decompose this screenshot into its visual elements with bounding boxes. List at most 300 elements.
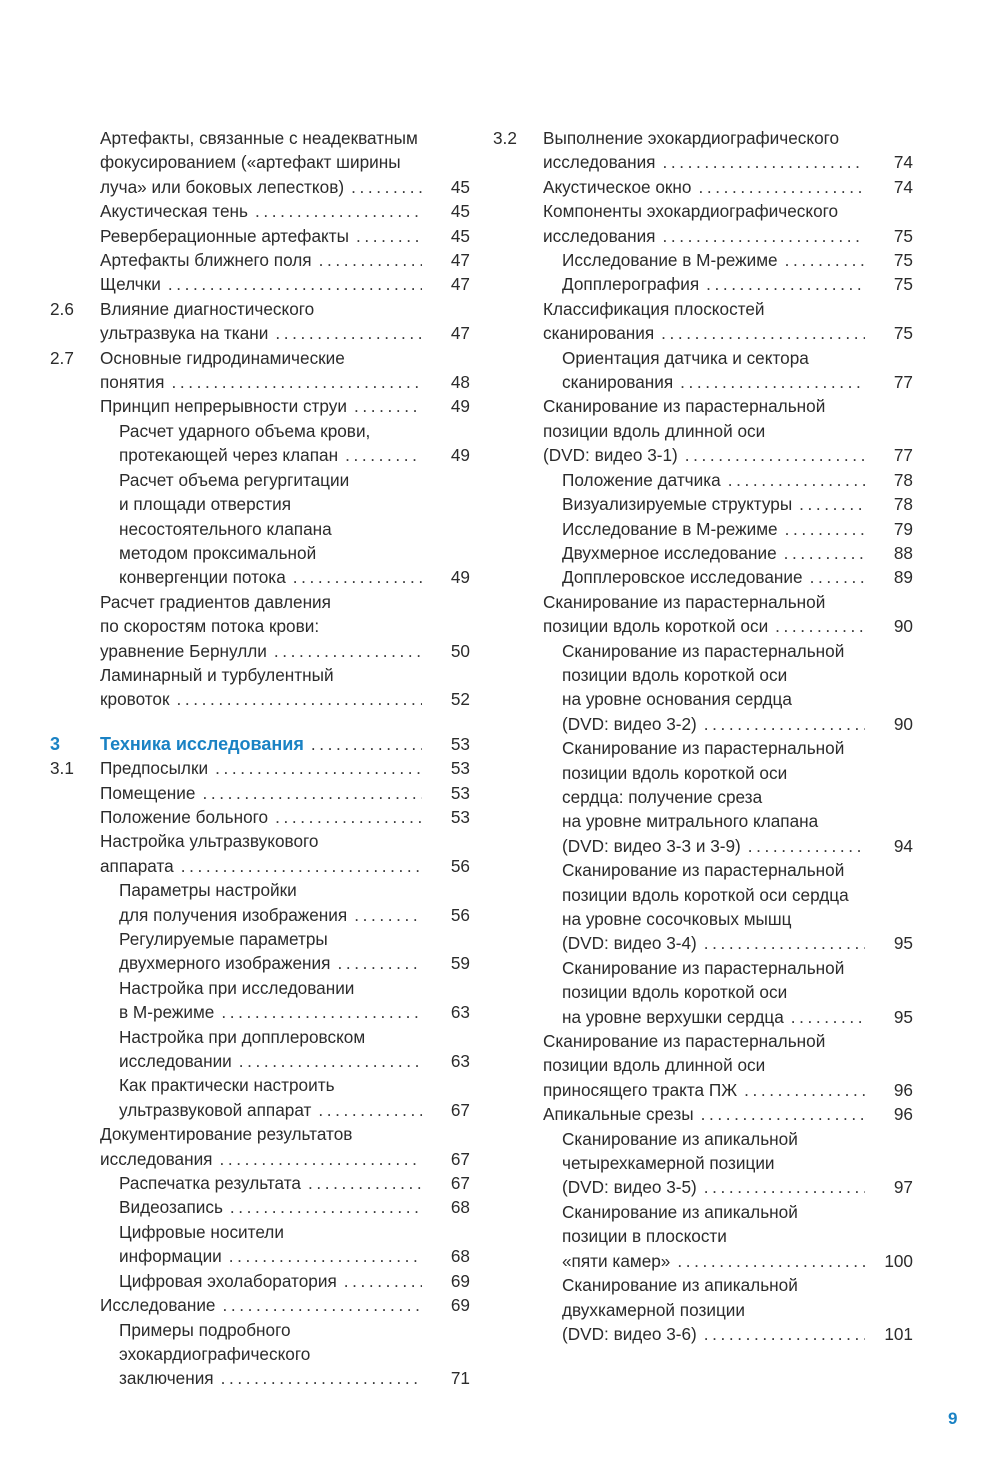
dot-leader (784, 541, 865, 565)
toc-page-number: 45 (450, 225, 470, 246)
toc-entry-line: Видеозапись (119, 1197, 223, 1218)
toc-entry[interactable] (493, 297, 913, 346)
toc-entry-line: ультразвука на ткани (100, 323, 269, 344)
toc-page-number: 59 (450, 953, 470, 974)
toc-entry-line: Сканирование из апикальной (562, 1128, 798, 1149)
toc-entry-line: Сканирование из апикальной (562, 1275, 798, 1296)
toc-entry-lastline (100, 394, 470, 418)
section-gap (50, 712, 470, 732)
toc-entry[interactable] (50, 1293, 470, 1317)
toc-entry-lastline (100, 248, 470, 272)
toc-entry[interactable] (493, 639, 913, 737)
toc-entry[interactable] (50, 272, 470, 296)
dot-leader (662, 150, 865, 174)
toc-entry[interactable] (493, 1127, 913, 1200)
toc-entry-line: Положение больного (100, 806, 269, 827)
toc-entry-line: Акустическая тень (100, 201, 248, 222)
toc-entry-lastline (543, 614, 913, 638)
toc-entry-line: (DVD: видео 3-5) (562, 1177, 697, 1198)
toc-entry-lastline (119, 1244, 470, 1268)
toc-page-number: 75 (893, 250, 913, 271)
dot-leader (354, 903, 422, 927)
toc-page-number: 47 (450, 250, 470, 271)
dot-leader (680, 370, 865, 394)
toc-entry-line: в М-режиме (119, 1002, 215, 1023)
toc-entry-line: Основные гидродинамические (100, 347, 345, 368)
toc-entry-line: (DVD: видео 3-2) (562, 713, 697, 734)
chapter-title: Техника исследования (100, 733, 304, 754)
toc-entry-lastline (119, 1171, 470, 1195)
toc-entry-lastline (100, 1147, 470, 1171)
toc-entry-line: Принцип непрерывности струи (100, 396, 347, 417)
toc-page-number: 71 (450, 1368, 470, 1389)
toc-entry[interactable] (50, 1171, 470, 1195)
toc-entry-line: методом проксимальной (119, 542, 317, 563)
toc-page-number: 90 (893, 616, 913, 637)
dot-leader (344, 1269, 422, 1293)
toc-entry[interactable] (50, 346, 470, 395)
toc-page-number: 67 (450, 1099, 470, 1120)
toc-entry[interactable] (493, 565, 913, 589)
dot-leader (319, 248, 422, 272)
toc-entry-line: Классификация плоскостей (543, 298, 765, 319)
toc-page-number: 79 (893, 518, 913, 539)
toc-entry-line: Ламинарный и турбулентный (100, 664, 334, 685)
toc-entry[interactable] (50, 878, 470, 927)
dot-leader (704, 1175, 865, 1199)
toc-entry-line: приносящего тракта ПЖ (543, 1079, 738, 1100)
toc-entry[interactable] (50, 126, 470, 199)
toc-entry[interactable] (50, 199, 470, 223)
toc-page-number: 68 (450, 1197, 470, 1218)
toc-entry-line: (DVD: видео 3-3 и 3-9) (562, 835, 741, 856)
toc-page-number: 63 (450, 1002, 470, 1023)
toc-entry-line: (DVD: видео 3-1) (543, 445, 678, 466)
dot-leader (202, 781, 422, 805)
toc-entry-line: понятия (100, 372, 165, 393)
toc-entry-lastline (562, 1005, 913, 1029)
toc-entry-line: Сканирование из парастернальной (562, 957, 845, 978)
toc-entry[interactable] (493, 1102, 913, 1126)
dot-leader (748, 834, 865, 858)
toc-entry[interactable] (50, 419, 470, 468)
toc-entry[interactable] (493, 1200, 913, 1273)
toc-entry[interactable] (493, 248, 913, 272)
toc-entry[interactable] (493, 517, 913, 541)
toc-entry-line: исследования (543, 152, 656, 173)
toc-entry-line: Компоненты эхокардиографического (543, 201, 839, 222)
toc-entry-lastline (543, 175, 913, 199)
dot-leader (311, 732, 422, 756)
toc-entry-lastline (543, 321, 913, 345)
toc-page-number: 89 (893, 567, 913, 588)
toc-entry-lastline (562, 468, 913, 492)
dot-leader (799, 492, 865, 516)
toc-entry[interactable] (50, 297, 470, 346)
toc-entry-line: Регулируемые параметры (119, 929, 328, 949)
toc-section-number: 2.7 (50, 347, 74, 368)
toc-page-number: 94 (893, 835, 913, 856)
toc-entry-lastline (100, 175, 470, 199)
toc-entry-line: (DVD: видео 3-4) (562, 933, 697, 954)
toc-entry-lastline (543, 1078, 913, 1102)
toc-entry-line: по скоростям потока крови: (100, 616, 320, 637)
toc-page-number: 45 (450, 201, 470, 222)
toc-entry-lastline (100, 687, 470, 711)
toc-entry-line: Настройка ультразвукового (100, 831, 319, 852)
toc-entry-line: Допплеровское исследование (562, 567, 803, 588)
toc-entry[interactable] (50, 248, 470, 272)
toc-entry-lastline (543, 150, 913, 174)
toc-page-number: 74 (893, 176, 913, 197)
toc-entry-line: Распечатка результата (119, 1173, 301, 1194)
toc-page-number: 53 (450, 782, 470, 803)
toc-entry-line: Сканирование из апикальной (562, 1201, 798, 1222)
toc-chapter-entry[interactable] (50, 732, 470, 756)
dot-leader (318, 1098, 422, 1122)
toc-entry-lastline (119, 951, 470, 975)
toc-entry-line: Цифровые носители (119, 1221, 284, 1242)
toc-entry[interactable] (50, 1025, 470, 1074)
toc-entry[interactable] (50, 590, 470, 663)
toc-entry-line: Влияние диагностического (100, 298, 315, 319)
toc-entry-lastline (562, 834, 913, 858)
toc-entry-line: Артефакты, связанные с неадекватным (100, 128, 418, 148)
toc-entry-lastline (119, 1195, 470, 1219)
toc-entry[interactable] (493, 1029, 913, 1102)
toc-entry-lastline (119, 903, 470, 927)
dot-leader (221, 1366, 422, 1390)
toc-entry-line: Исследование (100, 1295, 216, 1316)
dot-leader (308, 1171, 422, 1195)
toc-entry[interactable] (493, 272, 913, 296)
toc-entry-lastline (100, 272, 470, 296)
toc-entry-line: несостоятельного клапана (119, 518, 332, 539)
toc-entry-line: Документирование результатов (100, 1124, 353, 1145)
toc-entry-lastline (562, 1322, 913, 1346)
toc-entry-line: Исследование в М-режиме (562, 518, 778, 539)
toc-page-number: 67 (450, 1148, 470, 1169)
dot-leader (239, 1049, 422, 1073)
toc-entry-lastline (562, 370, 913, 394)
toc-entry-line: Двухмерное исследование (562, 542, 777, 563)
toc-entry-line: четырехкамерной позиции (562, 1153, 775, 1174)
dot-leader (215, 756, 422, 780)
toc-entry-line: Примеры подробного (119, 1319, 291, 1340)
toc-entry[interactable] (50, 927, 470, 976)
toc-entry-lastline (562, 931, 913, 955)
dot-leader (345, 443, 422, 467)
toc-page-number: 49 (450, 445, 470, 466)
dot-leader (177, 687, 422, 711)
dot-leader (785, 517, 865, 541)
toc-entry-line: Параметры настройки (119, 880, 297, 901)
toc-page-number: 47 (450, 323, 470, 344)
toc-entry-line: луча» или боковых лепестков) (100, 176, 345, 197)
toc-entry-lastline (562, 1249, 913, 1273)
toc-page-number: 95 (893, 1006, 913, 1027)
toc-page-number: 95 (893, 933, 913, 954)
toc-entry-lastline (119, 1269, 470, 1293)
toc-entry-lastline (119, 1000, 470, 1024)
toc-entry-line: на уровне верхушки сердца (562, 1006, 784, 1027)
dot-leader (221, 1000, 422, 1024)
toc-entry[interactable] (50, 781, 470, 805)
toc-entry[interactable] (493, 541, 913, 565)
toc-page-number: 49 (450, 567, 470, 588)
toc-entry-line: на уровне сосочковых мышц (562, 909, 792, 929)
toc-page-number: 53 (450, 733, 470, 754)
toc-page-number: 90 (893, 713, 913, 734)
toc-entry-lastline (562, 272, 913, 296)
dot-leader (744, 1078, 865, 1102)
page-number: 9 (948, 1409, 958, 1428)
toc-section-number: 3.2 (493, 128, 517, 148)
toc-entry-line: Допплерография (562, 274, 700, 295)
toc-entry-lastline (100, 854, 470, 878)
toc-page-number: 78 (893, 494, 913, 515)
toc-entry-line: на уровне митрального клапана (562, 811, 819, 832)
toc-entry-line: позиции вдоль длинной оси (543, 1055, 766, 1076)
toc-entry[interactable] (50, 829, 470, 878)
toc-entry-line: Артефакты ближнего поля (100, 250, 312, 271)
toc-entry-lastline (100, 321, 470, 345)
toc-entry[interactable] (493, 175, 913, 199)
toc-entry-lastline (100, 756, 470, 780)
toc-entry-line: кровоток (100, 689, 170, 710)
toc-page-number: 56 (450, 855, 470, 876)
toc-entry-lastline (562, 248, 913, 272)
toc-entry[interactable] (50, 976, 470, 1025)
toc-entry[interactable] (50, 1195, 470, 1219)
toc-page-number: 75 (893, 274, 913, 295)
toc-page-number: 53 (450, 758, 470, 779)
toc-entry[interactable] (50, 663, 470, 712)
toc-page-number: 48 (450, 372, 470, 393)
toc-entry-line: Акустическое окно (543, 176, 692, 197)
toc-entry-line: Расчет градиентов давления (100, 591, 331, 612)
toc-entry-line: и площади отверстия (119, 494, 292, 515)
dot-leader (775, 614, 865, 638)
toc-page-number: 56 (450, 904, 470, 925)
dot-leader (293, 565, 422, 589)
toc-entry-line: Сканирование из парастернальной (543, 591, 826, 612)
toc-entry[interactable] (50, 1073, 470, 1122)
toc-entry[interactable] (493, 468, 913, 492)
dot-leader (255, 199, 422, 223)
toc-entry-line: Ориентация датчика и сектора (562, 347, 809, 368)
toc-entry-line: Сканирование из парастернальной (543, 1031, 826, 1052)
dot-leader (704, 1322, 865, 1346)
toc-entry-lastline (119, 565, 470, 589)
toc-page-number: 69 (450, 1295, 470, 1316)
dot-leader (677, 1249, 865, 1273)
toc-entry[interactable] (50, 224, 470, 248)
toc-entry[interactable] (50, 1220, 470, 1269)
toc-entry-lastline (119, 1049, 470, 1073)
toc-entry[interactable] (493, 394, 913, 467)
toc-page-number: 96 (893, 1104, 913, 1125)
toc-entry-line: Исследование в М-режиме (562, 250, 778, 271)
toc-entry[interactable] (50, 1318, 470, 1391)
toc-entry-line: Выполнение эхокардиографического (543, 128, 840, 148)
toc-entry-lastline (119, 1366, 470, 1390)
dot-leader (791, 1005, 865, 1029)
toc-page-number: 49 (450, 396, 470, 417)
toc-entry-line: двухкамерной позиции (562, 1299, 745, 1320)
toc-page-number: 69 (450, 1270, 470, 1291)
toc-entry-line: Сканирование из парастернальной (562, 860, 845, 881)
dot-leader (275, 805, 422, 829)
dot-leader (728, 468, 865, 492)
toc-page-number: 74 (893, 152, 913, 173)
toc-page-number: 50 (450, 640, 470, 661)
toc-page-number: 75 (893, 323, 913, 344)
toc-page-number: 63 (450, 1051, 470, 1072)
toc-entry-line: на уровне основания сердца (562, 689, 792, 710)
toc-entry-line: Расчет объема регургитации (119, 469, 350, 490)
toc-entry-line: Щелчки (100, 274, 161, 295)
dot-leader (181, 854, 422, 878)
toc-entry-line: фокусированием («артефакт ширины (100, 152, 401, 173)
toc-entry[interactable] (50, 1122, 470, 1171)
dot-leader (223, 1293, 423, 1317)
toc-entry-line: эхокардиографического (119, 1343, 311, 1364)
toc-entry-line: Как практически настроить (119, 1075, 335, 1096)
toc-column-left (50, 126, 470, 1391)
toc-entry-line: Настройка при допплеровском (119, 1026, 366, 1047)
toc-entry-line: Апикальные срезы (543, 1104, 694, 1125)
toc-entry-line: позиции вдоль короткой оси (562, 664, 788, 685)
dot-leader (785, 248, 865, 272)
toc-entry-line: Сканирование из парастернальной (543, 396, 826, 417)
toc-page-number: 52 (450, 689, 470, 710)
toc-page-number: 47 (450, 274, 470, 295)
dot-leader (685, 443, 865, 467)
toc-entry-lastline (100, 781, 470, 805)
toc-entry-line: Сканирование из парастернальной (562, 640, 845, 661)
toc-page-number: 88 (893, 542, 913, 563)
toc-entry-lastline (562, 712, 913, 736)
dot-leader (219, 1147, 422, 1171)
toc-page-number: 68 (450, 1246, 470, 1267)
toc-entry-line: Положение датчика (562, 469, 721, 490)
toc-page-number: 77 (893, 372, 913, 393)
dot-leader (699, 175, 866, 199)
toc-entry-line: Реверберационные артефакты (100, 225, 349, 246)
toc-entry-line: конвергенции потока (119, 567, 286, 588)
toc-entry-line: Помещение (100, 782, 196, 803)
toc-entry-lastline (119, 1098, 470, 1122)
toc-entry-line: двухмерного изображения (119, 953, 331, 974)
toc-page-number: 45 (450, 176, 470, 197)
toc-entry-line: для получения изображения (119, 904, 348, 925)
toc-entry[interactable] (50, 1269, 470, 1293)
dot-leader (704, 931, 865, 955)
toc-entry-line: исследования (100, 1148, 213, 1169)
toc-entry-line: Предпосылки (100, 758, 209, 779)
toc-entry-line: Настройка при исследовании (119, 977, 355, 998)
toc-entry-line: позиции вдоль короткой оси (543, 616, 769, 637)
toc-entry[interactable] (493, 126, 913, 175)
dot-leader (356, 224, 422, 248)
toc-page-number: 97 (893, 1177, 913, 1198)
toc-page-number: 96 (893, 1079, 913, 1100)
toc-entry[interactable] (50, 468, 470, 590)
toc-entry-line: (DVD: видео 3-6) (562, 1323, 697, 1344)
toc-entry[interactable] (50, 756, 470, 780)
toc-entry[interactable] (493, 858, 913, 956)
dot-leader (704, 712, 865, 736)
toc-entry-line: позиции вдоль короткой оси (562, 762, 788, 783)
toc-entry-lastline (100, 732, 470, 756)
toc-entry[interactable] (493, 346, 913, 395)
dot-leader (661, 321, 865, 345)
toc-page-number: 77 (893, 445, 913, 466)
toc-page-number: 53 (450, 806, 470, 827)
toc-entry-line: позиции в плоскости (562, 1226, 727, 1247)
toc-section-number: 3 (50, 733, 61, 754)
toc-entry[interactable] (493, 956, 913, 1029)
toc-entry-line: Расчет ударного объема крови, (119, 420, 371, 441)
toc-entry[interactable] (50, 394, 470, 418)
toc-entry-lastline (100, 370, 470, 394)
toc-page-number: 78 (893, 469, 913, 490)
toc-entry[interactable] (50, 805, 470, 829)
toc-entry-line: уравнение Бернулли (100, 640, 267, 661)
toc-entry-line: ультразвуковой аппарат (119, 1099, 312, 1120)
toc-entry-line: Цифровая эхолаборатория (119, 1270, 337, 1291)
toc-page-number: 75 (893, 225, 913, 246)
dot-leader (701, 1102, 865, 1126)
toc-entry-lastline (562, 1175, 913, 1199)
dot-leader (351, 175, 422, 199)
toc-entry-line: сердца: получение среза (562, 786, 763, 807)
dot-leader (275, 321, 422, 345)
toc-entry[interactable] (493, 199, 913, 248)
toc-entry[interactable] (493, 590, 913, 639)
toc-page-number: 100 (884, 1250, 913, 1271)
dot-leader (662, 224, 865, 248)
toc-entry[interactable] (493, 1273, 913, 1346)
toc-entry-lastline (562, 517, 913, 541)
toc-entry-line: «пяти камер» (562, 1250, 671, 1271)
toc-entry-lastline (100, 639, 470, 663)
toc-page-number: 67 (450, 1173, 470, 1194)
toc-entry-lastline (562, 565, 913, 589)
toc-entry-lastline (543, 443, 913, 467)
dot-leader (706, 272, 865, 296)
toc-entry-line: исследовании (119, 1051, 232, 1072)
toc-page-number: 101 (884, 1323, 913, 1344)
toc-entry-line: сканирования (543, 323, 655, 344)
toc-entry-line: позиции вдоль короткой оси (562, 982, 788, 1003)
toc-entry-lastline (119, 443, 470, 467)
toc-entry-lastline (100, 1293, 470, 1317)
toc-entry-lastline (100, 805, 470, 829)
toc-entry-line: позиции вдоль короткой оси сердца (562, 884, 849, 905)
toc-entry-line: протекающей через клапан (119, 445, 339, 466)
toc-entry-lastline (100, 224, 470, 248)
toc-entry[interactable] (493, 736, 913, 858)
toc-entry-line: сканирования (562, 372, 674, 393)
toc-entry-line: Сканирование из парастернальной (562, 738, 845, 759)
dot-leader (229, 1244, 422, 1268)
toc-entry-line: позиции вдоль длинной оси (543, 420, 766, 441)
dot-leader (230, 1195, 422, 1219)
toc-entry-line: аппарата (100, 855, 174, 876)
toc-entry[interactable] (493, 492, 913, 516)
